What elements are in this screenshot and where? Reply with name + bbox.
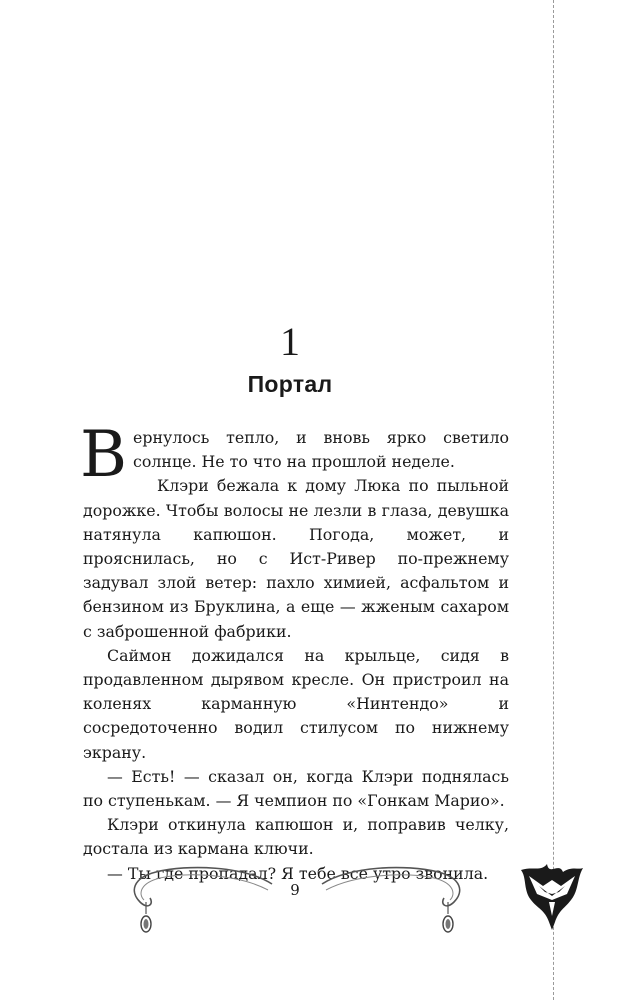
paragraph-3: Саймон дожидался на крыльце, сидя в продавленном дырявом кресле. Он пристроил на коленях карманную «Нинтендо» и сосредоточенно водил стилусом по нижнему экрану. [83,645,509,762]
drop-cap: В [80,418,128,492]
paragraph-5: Клэри откинула капюшон и, поправив челку, достала из кармана ключи. [83,815,509,859]
chapter-title: Портал [247,371,333,397]
body-text [80,418,509,886]
paragraph-2: Клэри бежала к дому Люка по пыльной дорожке. Чтобы волосы не лезли в глаза, девушка натянула капюшон. Погода, может, и прояснилась, но с Ист-Ривер по-прежнему задувал злой ветер: пахло химией, асфальтом и бензином из Бруклина, а еще — жженым сахаром с заброшенной фабрики. [83,476,509,641]
paragraph-1-text: ернулось тепло, и вновь ярко светило солнце. Не то что на прошлой неделе. [133,428,509,472]
paragraph-6: — Ты где пропадал? Я тебе все утро звонила. [107,863,489,883]
right-swirl-ornament [318,862,466,938]
crest-emblem-icon [519,856,585,932]
page-edge-line [553,0,555,1000]
chapter-number: 1 [280,319,300,364]
paragraph-1 [80,418,509,492]
paragraph-4: — Есть! — сказал он, когда Клэри поднялась по ступенькам. — Я чемпион по «Гонкам Марио». [83,766,509,811]
left-swirl-ornament [128,862,276,938]
page-number: 9 [290,881,300,899]
